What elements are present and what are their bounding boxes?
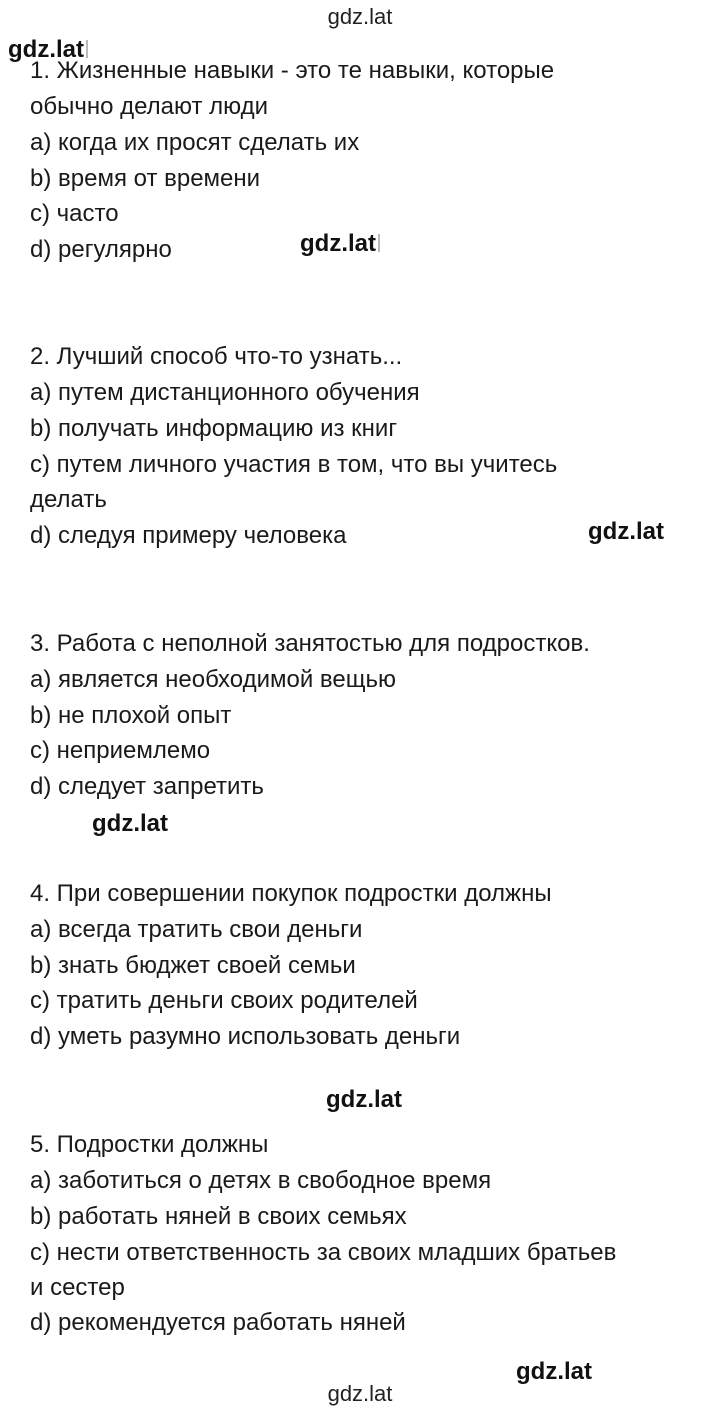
question-2-option-b: b) получать информацию из книг	[30, 415, 398, 442]
question-4-option-c: c) тратить деньги своих родителей	[30, 987, 418, 1014]
question-5-option-c-cont: и сестер	[30, 1274, 125, 1301]
question-1-text-cont: обычно делают люди	[30, 93, 269, 120]
question-4-option-d: d) уметь разумно использовать деньги	[30, 1023, 461, 1050]
question-3-option-d: d) следует запретить	[30, 773, 264, 800]
question-5-option-d: d) рекомендуется работать няней	[30, 1309, 406, 1336]
question-1-option-c: c) часто	[30, 200, 119, 227]
question-5-text: 5. Подростки должны	[30, 1131, 269, 1158]
question-1-text: 1. Жизненные навыки - это те навыки, которые	[30, 57, 555, 84]
watermark: gdz.lat	[516, 1358, 592, 1385]
question-1-option-d: d) регулярно	[30, 236, 172, 263]
question-2-option-d: d) следуя примеру человека	[30, 522, 347, 549]
question-5-option-a: a) заботиться о детях в свободное время	[30, 1167, 492, 1194]
watermark: gdz.lat	[588, 518, 664, 545]
watermark: gdz.lat	[92, 810, 168, 837]
question-3-text: 3. Работа с неполной занятостью для подростков.	[30, 630, 590, 657]
question-3-option-b: b) не плохой опыт	[30, 702, 232, 729]
site-header: gdz.lat	[327, 4, 393, 29]
question-3-option-a: a) является необходимой вещью	[30, 666, 396, 693]
question-2-option-c: c) путем личного участия в том, что вы учитесь	[30, 451, 558, 478]
question-5-option-c: c) нести ответственность за своих младших братьев	[30, 1239, 617, 1266]
question-3-option-c: c) неприемлемо	[30, 737, 211, 764]
question-2-option-a: a) путем дистанционного обучения	[30, 379, 420, 406]
site-footer: gdz.lat	[327, 1381, 393, 1406]
question-5-option-b: b) работать няней в своих семьях	[30, 1203, 407, 1230]
watermark: gdz.lat	[326, 1086, 402, 1113]
question-1-option-a: a) когда их просят сделать их	[30, 129, 360, 156]
question-2-text: 2. Лучший способ что-то узнать...	[30, 343, 403, 370]
question-2-option-c-cont: делать	[30, 486, 107, 513]
watermark: gdz.lat	[8, 36, 88, 64]
watermark: gdz.lat	[300, 230, 380, 258]
question-4-option-a: a) всегда тратить свои деньги	[30, 916, 363, 943]
question-4-text: 4. При совершении покупок подростки должны	[30, 880, 552, 907]
question-4-option-b: b) знать бюджет своей семьи	[30, 952, 356, 979]
question-1-option-b: b) время от времени	[30, 165, 261, 192]
